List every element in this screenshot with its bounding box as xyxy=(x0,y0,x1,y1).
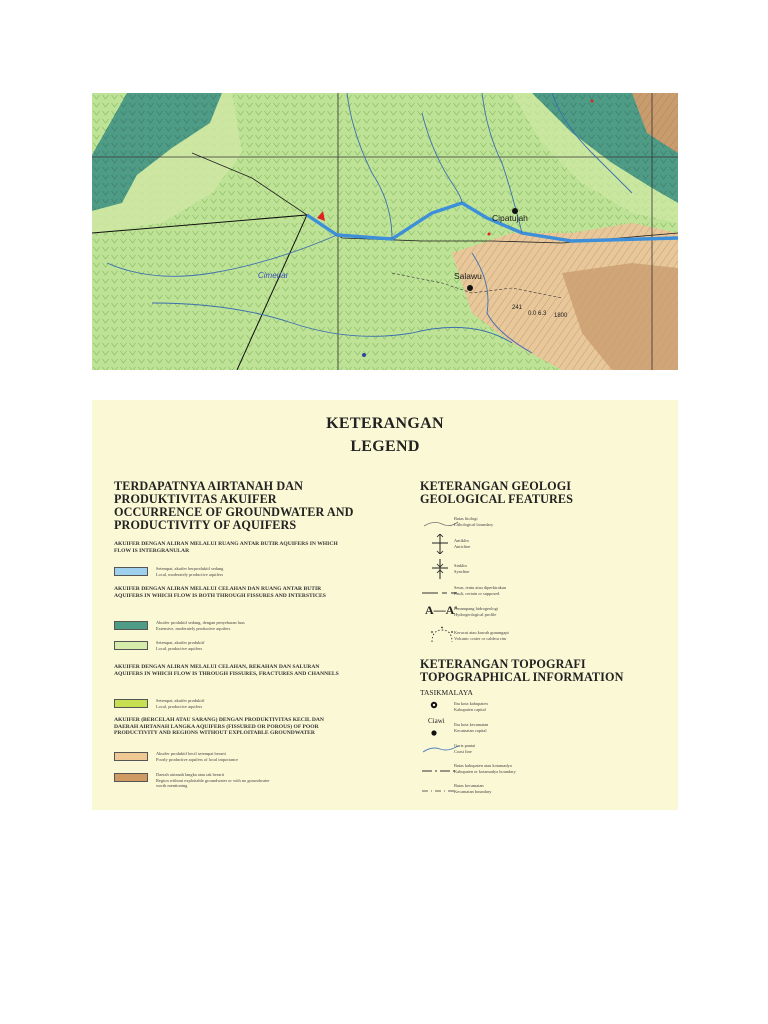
symbol-label: Sesar, tentu atau diperkirakan Fault, certain or supposed xyxy=(454,585,507,596)
symbol-label: Batas kabupaten atau kotamadya Kabupaten or kotamadya boundary xyxy=(454,763,516,774)
district-capital-name: Ciawi xyxy=(428,717,445,725)
town-label-cipatujah: Cipatujah xyxy=(492,213,528,223)
swatch-label: Akuifer produktif kecil setempat berarti Poorly productive aquifers of local importance xyxy=(156,751,239,762)
town-dot-salawu xyxy=(467,285,473,291)
aquifer-group-title: AKUIFER DENGAN ALIRAN MELALUI CELAHAN DAN RUANG ANTAR BUTIR AQUIFERS IN WHICH FLOW IS BOTH THROUGH FISSURES AND INTERSTICES xyxy=(114,586,326,599)
aquifer-group-title: AKUIFER DENGAN ALIRAN MELALUI CELAHAN, REKAHAN DAN SALURAN AQUIFERS IN WHICH FLOW IS THROUGH FISSURES, FRACTURES AND CHANNELS xyxy=(114,664,339,677)
swatch-local-moderate-intergranular xyxy=(114,567,148,576)
red-dot xyxy=(591,100,594,103)
town-label-salawu: Salawu xyxy=(454,271,482,281)
symbol-label: Batas kecamatan Kecamatan boundary xyxy=(454,783,492,794)
river-label: Cimedar xyxy=(258,271,289,280)
symbol-label: Antiklin Anticline xyxy=(454,538,471,549)
swatch-extensive-moderate xyxy=(114,621,148,630)
swatch-local-productive xyxy=(114,641,148,650)
legend-title: KETERANGAN xyxy=(326,415,444,432)
swatch-poorly-productive xyxy=(114,752,148,761)
swatch-label: Setempat, akuifer produktif Local, productive aquifers xyxy=(156,640,205,651)
red-dot xyxy=(488,233,491,236)
symbol-label: Penampang hidrogeologi Hydrogeological profile xyxy=(454,606,499,617)
map-number: 0.0 6.3 xyxy=(528,311,547,317)
symbol-label: Sinklin Syncline xyxy=(454,563,470,574)
symbol-label: Garis pantai Coast line xyxy=(454,743,476,754)
legend-subtitle: LEGEND xyxy=(350,438,420,455)
swatch-label: Setempat, akuifer produktif Local, productive aquifers xyxy=(156,698,205,709)
map-legend xyxy=(92,400,678,810)
swatch-local-productive-fissures xyxy=(114,699,148,708)
swatch-label: Akuifer produktif sedang, dengan penyebaran luas Extensive, moderately productive aquifers xyxy=(156,620,245,631)
symbol-label: Batas litologi Lithological boundary xyxy=(454,516,494,527)
profile-marker: A—A' xyxy=(425,603,458,617)
topography-section-heading: KETERANGAN TOPOGRAFI TOPOGRAPHICAL INFORMATION xyxy=(420,657,624,684)
blue-dot xyxy=(362,353,366,357)
aquifer-group-title: AKUIFER (BERCELAH ATAU SARANG) DENGAN PRODUKTIVITAS KECIL DAN DAERAH AIRTANAH LANGKA AQUIFERS (FISSURED OR POROUS) OF POOR PRODUCTIVITY AND REGIONS WITHOUT EXPLOITABLE GROUNDWATER xyxy=(114,717,324,737)
regency-capital-name: TASIKMALAYA xyxy=(420,688,473,697)
aquifer-section-heading: TERDAPATNYA AIRTANAH DAN PRODUKTIVITAS AKUIFER OCCURRENCE OF GROUNDWATER AND PRODUCTIVITY OF AQUIFERS xyxy=(114,479,354,532)
map-number: 1800 xyxy=(554,313,568,319)
symbol-label: Kerucut atau kawah gunungapi Volcanic crater or caldera rim xyxy=(454,630,509,641)
swatch-no-groundwater xyxy=(114,773,148,782)
symbol-label: Ibu kota kecamatan Kecamatan capital xyxy=(454,722,489,733)
geology-section-heading: KETERANGAN GEOLOGI GEOLOGICAL FEATURES xyxy=(420,479,574,506)
swatch-label: Daerah airtanah langka atau tak berarti Region without exploitable groundwater or with no groundwater worth mentioning xyxy=(156,772,270,788)
aquifer-group-title: AKUIFER DENGAN ALIRAN MELALUI RUANG ANTAR BUTIR AQUIFERS IN WHICH FLOW IS INTERGRANULAR xyxy=(114,541,338,554)
map-number: 241 xyxy=(512,305,523,311)
hydrogeological-map[interactable] xyxy=(92,93,678,370)
swatch-label: Setempat, akuifer berproduktif sedang Local, moderately productive aquifers xyxy=(156,566,224,577)
symbol-label: Ibu kota kabupaten Kabupaten capital xyxy=(454,701,488,712)
